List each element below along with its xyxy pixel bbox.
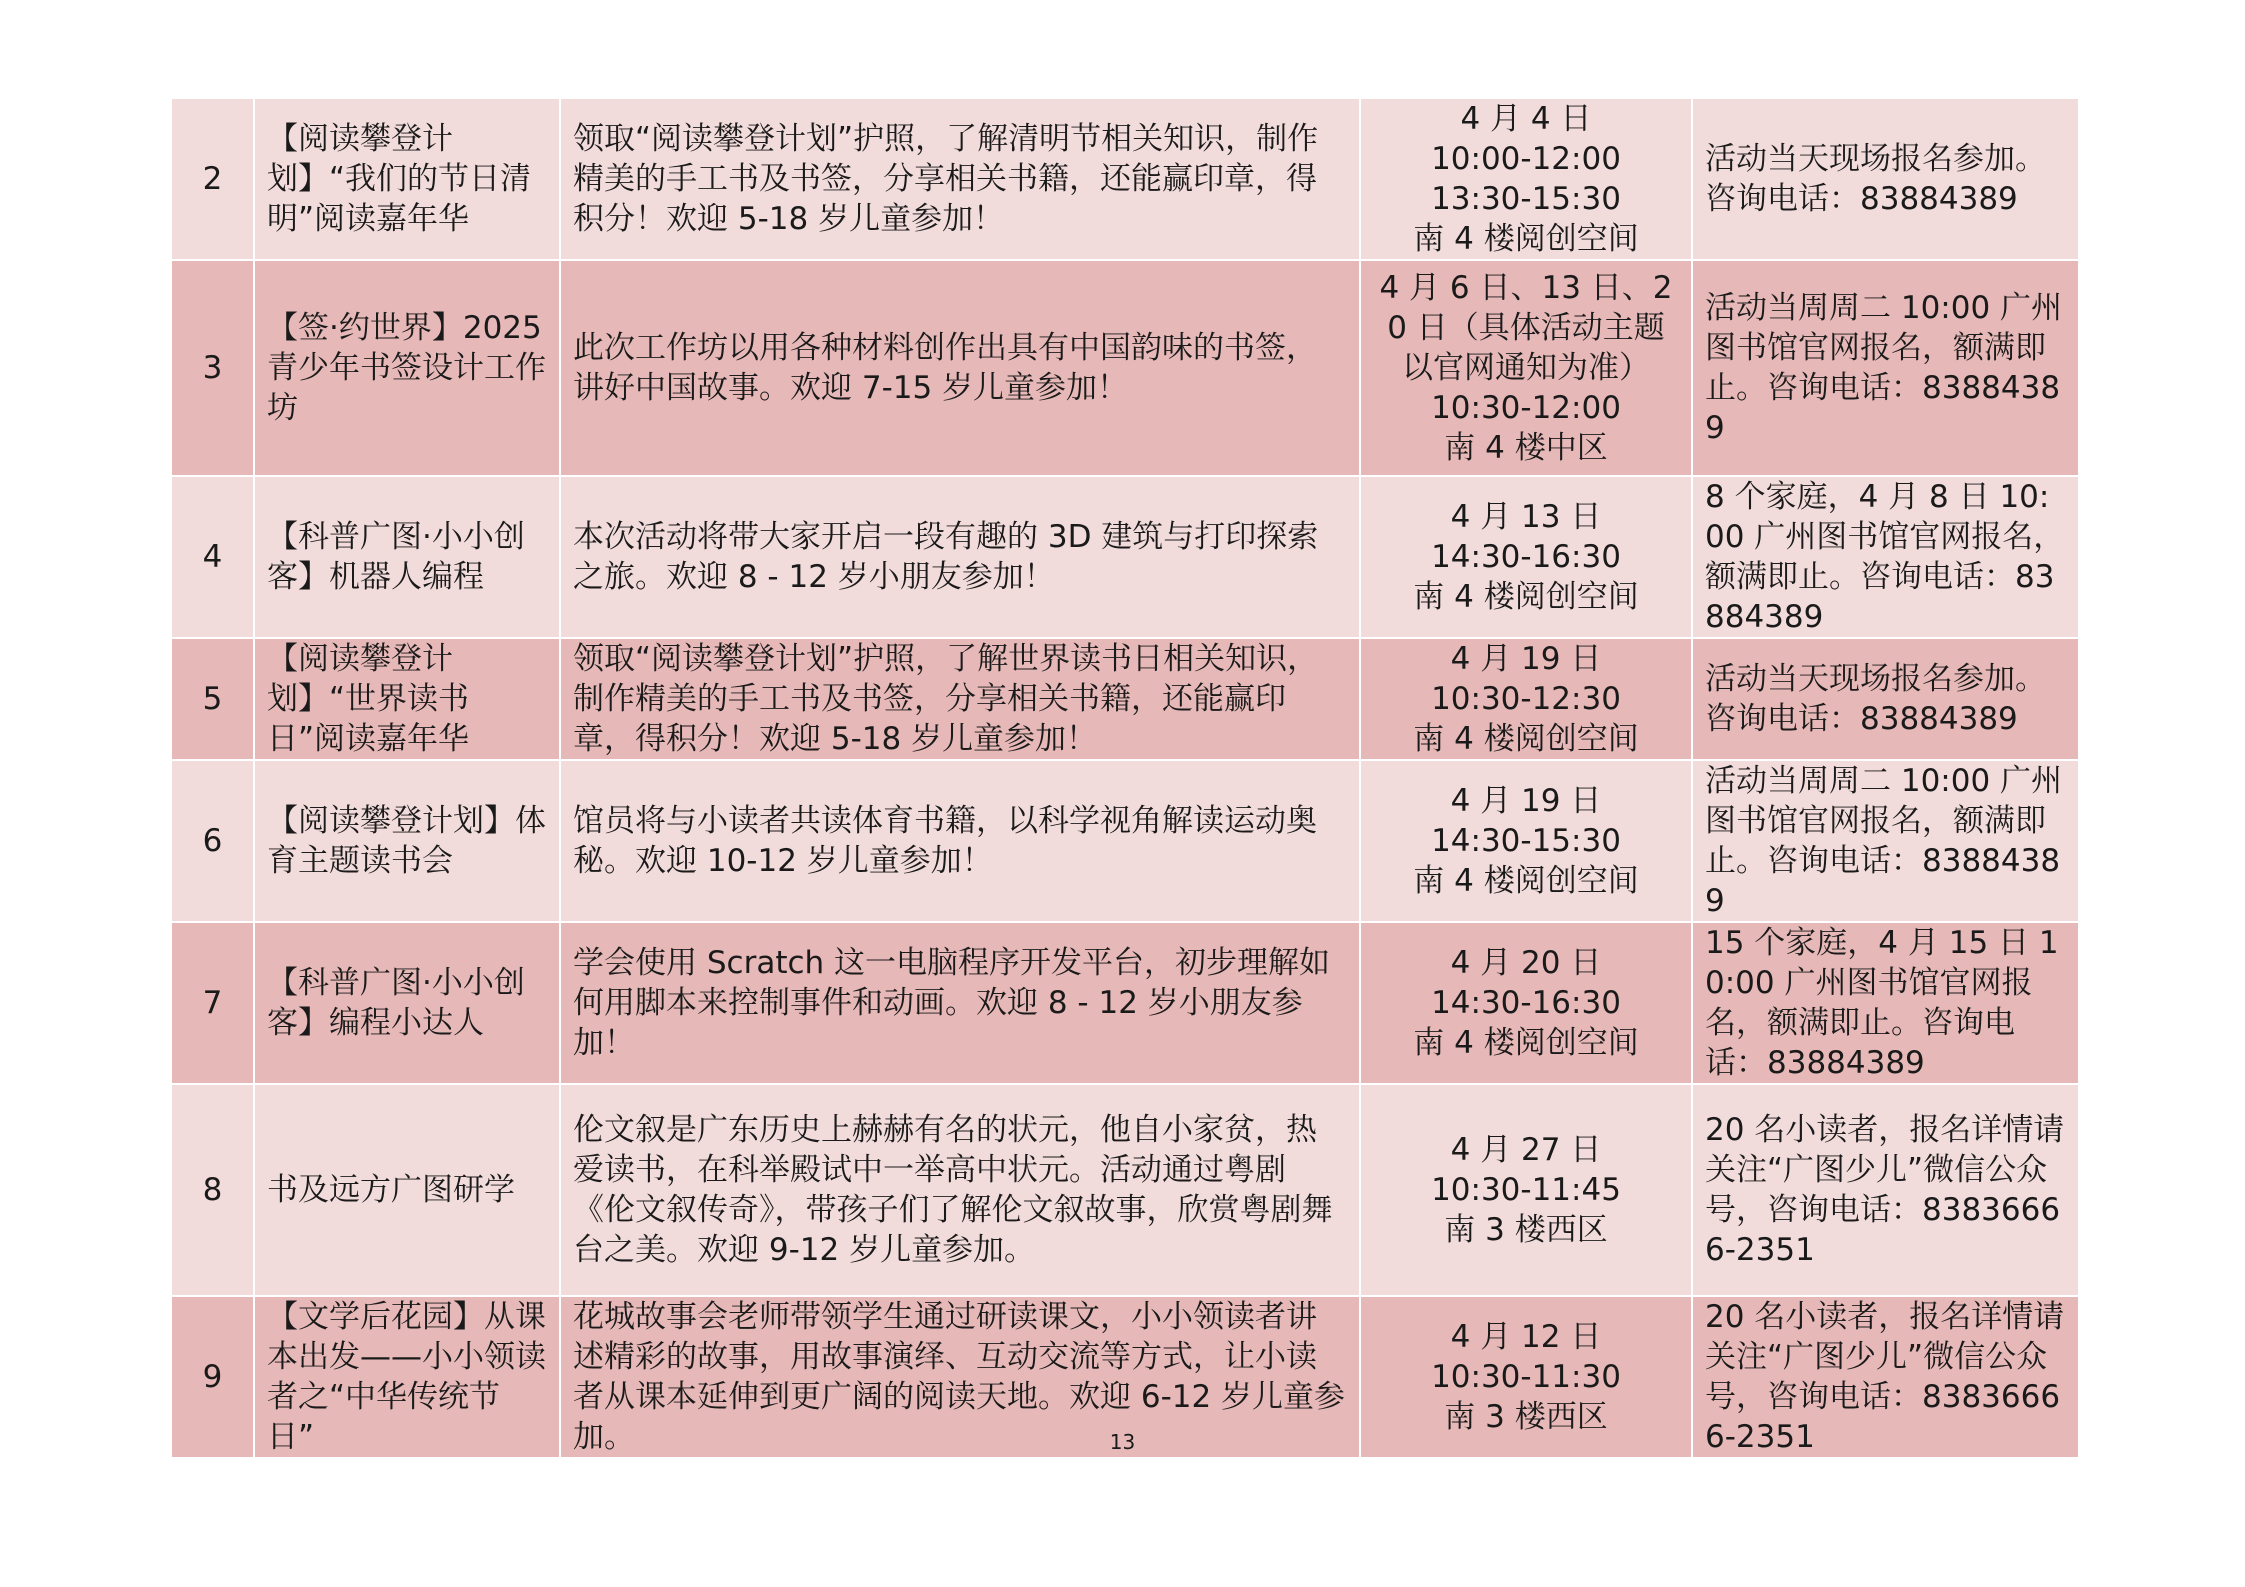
row-number: 8: [171, 1084, 254, 1296]
activity-description: 伦文叙是广东历史上赫赫有名的状元，他自小家贫，热爱读书，在科举殿试中一举高中状元。活动通过粤剧《伦文叙传奇》，带孩子们了解伦文叙故事，欣赏粤剧舞台之美。欢迎 9-12 岁儿童参加。: [560, 1084, 1360, 1296]
time-line: 南 4 楼阅创空间: [1413, 1025, 1639, 1061]
row-number: 9: [171, 1296, 254, 1458]
time-line: 14:30-16:30: [1431, 539, 1621, 575]
time-line: 4 月 4 日: [1460, 101, 1592, 137]
registration-info: 15 个家庭，4 月 15 日 10:00 广州图书馆官网报名，额满即止。咨询电话：83884389: [1692, 922, 2079, 1084]
time-line: 10:00-12:00: [1431, 141, 1621, 177]
activity-description: 馆员将与小读者共读体育书籍，以科学视角解读运动奥秘。欢迎 10-12 岁儿童参加！: [560, 760, 1360, 922]
time-line: 南 4 楼中区: [1444, 430, 1608, 466]
table-row: [171, 1084, 2079, 1296]
time-line: 4 月 13 日: [1450, 499, 1602, 535]
activity-time-location: [1360, 1084, 1692, 1296]
activity-description: 学会使用 Scratch 这一电脑程序开发平台，初步理解如何用脚本来控制事件和动画。欢迎 8 - 12 岁小朋友参加！: [560, 922, 1360, 1084]
registration-info: 活动当天现场报名参加。咨询电话：83884389: [1692, 98, 2079, 260]
activity-time-location: [1360, 98, 1692, 260]
time-line: 南 4 楼阅创空间: [1413, 579, 1639, 615]
time-line: 10:30-11:30: [1431, 1359, 1621, 1395]
registration-info: 活动当天现场报名参加。咨询电话：83884389: [1692, 638, 2079, 760]
row-number: 2: [171, 98, 254, 260]
time-line: 南 3 楼西区: [1444, 1212, 1608, 1248]
time-line: 10:30-11:45: [1431, 1172, 1621, 1208]
activity-name: 【签·约世界】2025 青少年书签设计工作坊: [254, 260, 560, 476]
table-row: [171, 98, 2079, 260]
time-line: 4 月 19 日: [1450, 783, 1602, 819]
activity-time-location: [1360, 638, 1692, 760]
time-line: 14:30-15:30: [1431, 823, 1621, 859]
activity-schedule-table: [170, 97, 2080, 1459]
activity-description: 此次工作坊以用各种材料创作出具有中国韵味的书签，讲好中国故事。欢迎 7-15 岁儿童参加！: [560, 260, 1360, 476]
row-number: 4: [171, 476, 254, 638]
activity-name: 【阅读攀登计划】“世界读书日”阅读嘉年华: [254, 638, 560, 760]
activity-name: 【科普广图·小小创客】编程小达人: [254, 922, 560, 1084]
row-number: 6: [171, 760, 254, 922]
registration-info: 20 名小读者，报名详情请关注“广图少儿”微信公众号，咨询电话：83836666-2351: [1692, 1296, 2079, 1458]
registration-info: 8 个家庭，4 月 8 日 10:00 广州图书馆官网报名，额满即止。咨询电话：83884389: [1692, 476, 2079, 638]
activity-description: 领取“阅读攀登计划”护照，了解世界读书日相关知识，制作精美的手工书及书签，分享相关书籍，还能赢印章，得积分！欢迎 5-18 岁儿童参加！: [560, 638, 1360, 760]
time-line: 4 月 12 日: [1450, 1319, 1602, 1355]
time-line: 南 3 楼西区: [1444, 1399, 1608, 1435]
table-row: [171, 260, 2079, 476]
activity-description: 本次活动将带大家开启一段有趣的 3D 建筑与打印探索之旅。欢迎 8 - 12 岁小朋友参加！: [560, 476, 1360, 638]
time-line: 10:30-12:00: [1431, 390, 1621, 426]
table-row: [171, 638, 2079, 760]
activity-time-location: [1360, 476, 1692, 638]
time-line: 4 月 6 日、13 日、20 日（具体活动主题以官网通知为准）: [1379, 270, 1673, 386]
table-row: [171, 922, 2079, 1084]
activity-time-location: [1360, 922, 1692, 1084]
activity-description: 花城故事会老师带领学生通过研读课文，小小领读者讲述精彩的故事，用故事演绎、互动交流等方式，让小读者从课本延伸到更广阔的阅读天地。欢迎 6-12 岁儿童参加。: [560, 1296, 1360, 1458]
time-line: 10:30-12:30: [1431, 681, 1621, 717]
row-number: 3: [171, 260, 254, 476]
time-line: 4 月 20 日: [1450, 945, 1602, 981]
time-line: 14:30-16:30: [1431, 985, 1621, 1021]
activity-table-container: [170, 97, 2078, 1459]
row-number: 7: [171, 922, 254, 1084]
registration-info: 活动当周周二 10:00 广州图书馆官网报名，额满即止。咨询电话：83884389: [1692, 760, 2079, 922]
activity-time-location: [1360, 260, 1692, 476]
time-line: 13:30-15:30: [1431, 181, 1621, 217]
activity-name: 【科普广图·小小创客】机器人编程: [254, 476, 560, 638]
table-row: [171, 760, 2079, 922]
time-line: 4 月 27 日: [1450, 1132, 1602, 1168]
table-row: [171, 476, 2079, 638]
registration-info: 活动当周周二 10:00 广州图书馆官网报名，额满即止。咨询电话：83884389: [1692, 260, 2079, 476]
time-line: 南 4 楼阅创空间: [1413, 863, 1639, 899]
activity-time-location: [1360, 760, 1692, 922]
page-number: 13: [1109, 1430, 1136, 1454]
time-line: 4 月 19 日: [1450, 641, 1602, 677]
activity-name: 书及远方广图研学: [254, 1084, 560, 1296]
registration-info: 20 名小读者，报名详情请关注“广图少儿”微信公众号，咨询电话：83836666-2351: [1692, 1084, 2079, 1296]
activity-name: 【阅读攀登计划】体育主题读书会: [254, 760, 560, 922]
activity-description: 领取“阅读攀登计划”护照，了解清明节相关知识，制作精美的手工书及书签，分享相关书籍，还能赢印章，得积分！欢迎 5-18 岁儿童参加！: [560, 98, 1360, 260]
row-number: 5: [171, 638, 254, 760]
time-line: 南 4 楼阅创空间: [1413, 721, 1639, 757]
activity-name: 【阅读攀登计划】“我们的节日清明”阅读嘉年华: [254, 98, 560, 260]
time-line: 南 4 楼阅创空间: [1413, 221, 1639, 257]
activity-name: 【文学后花园】从课本出发——小小领读者之“中华传统节日”: [254, 1296, 560, 1458]
